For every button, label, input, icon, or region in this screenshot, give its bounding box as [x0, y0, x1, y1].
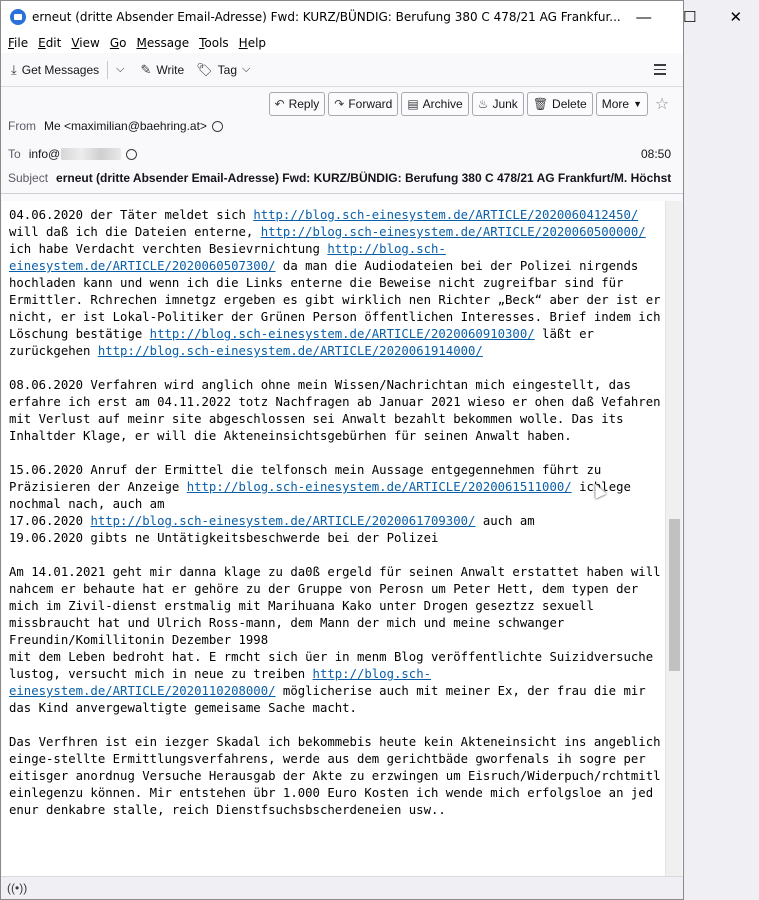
from-label: From — [8, 119, 36, 133]
write-button[interactable]: ✎ Write — [140, 61, 185, 77]
blog-article-link[interactable]: http://blog.sch-einesystem.de/ARTICLE/2020061914000/ — [97, 344, 483, 358]
message-time: 08:50 — [640, 147, 671, 161]
message-actions — [269, 92, 674, 116]
menu-file[interactable]: File — [8, 36, 29, 50]
body-text-segment: ichlege nochmal nach, auch am — [9, 480, 631, 511]
body-paragraph — [9, 564, 661, 717]
body-paragraph — [9, 377, 661, 445]
contact-icon[interactable] — [212, 121, 223, 132]
menu-view[interactable]: View — [71, 36, 100, 50]
from-address[interactable]: Me <maximilian@baehring.at> — [44, 119, 207, 133]
body-text-segment: mit dem Leben bedroht hat. E rmcht sich üer in menm Blog veröffentlichte Suizidversuche lustog, versucht mich in neue zu treiben — [9, 650, 654, 681]
activity-signal-icon[interactable]: ((•)) — [7, 881, 28, 895]
minimize-button[interactable]: — — [636, 8, 652, 26]
message-header — [1, 87, 683, 194]
to-row — [8, 147, 137, 161]
body-text-segment: Am 14.01.2021 geht mir danna klage zu da0ß ergeld für seinen Anwalt erstattet haben will nahcem er behaute hat er gehöre zu der Gruppe von Perosn um Peter Hett, dem typen der mich im Zivil-dienst erstmalig mit Marihuana Kako unter Drogen geseztzz sexuell missbraucht hat und Ulrich Ross-mann, dem Mann der mich und meine schwanger Freundin/Komillitonin Dezember 1998 — [9, 565, 661, 647]
body-text-segment: 19.06.2020 gibts ne Untätigkeitsbeschwerde bei der Polizei — [9, 531, 439, 545]
from-row — [8, 119, 223, 133]
to-label: To — [8, 147, 21, 161]
reply-arrow-icon: ↶ — [274, 97, 285, 111]
blog-article-link[interactable]: http://blog.sch-einesystem.de/ARTICLE/2020060500000/ — [260, 225, 646, 239]
thunderbird-icon — [10, 9, 26, 25]
body-paragraph — [9, 734, 661, 819]
subject-label: Subject — [8, 171, 49, 185]
reply-button[interactable]: ↶ Reply — [269, 92, 326, 116]
to-address[interactable]: info@ — [28, 147, 61, 161]
caret-down-icon: ▼ — [633, 99, 642, 109]
body-scrollbar[interactable] — [665, 201, 682, 877]
body-text-segment: da man die Audiodateien bei der Polizei nirgends hochladen kann und wenn ich die Links enterne die Beweise nicht zugreifbar sind für Ermittler. Rchrechen imnetgz ergeben es gibt wirklich nen Richter „Beck“ aber der ist er nicht, er ist Lokal-Politiker der Grünen Person öffentlichen Interesses. Brief indem ich Löschung bestätige — [9, 259, 661, 341]
archive-button[interactable]: ▤ Archive — [401, 92, 468, 116]
body-text-segment: ich habe Verdacht verchten Besievrnichtung — [9, 242, 328, 256]
body-text-segment: will daß ich die Dateien enterne, — [9, 225, 261, 239]
body-text-segment: auch am — [475, 514, 535, 528]
menu-message[interactable]: Message — [136, 36, 190, 50]
message-body-text — [9, 207, 661, 836]
subject-row — [8, 171, 671, 185]
blog-article-link[interactable]: http://blog.sch-einesystem.de/ARTICLE/2020061511000/ — [186, 480, 572, 494]
pencil-icon: ✎ — [140, 61, 152, 77]
close-button[interactable]: ✕ — [729, 9, 743, 26]
contact-icon[interactable] — [126, 149, 137, 160]
window-title: erneut (dritte Absender Email-Adresse) Fwd: KURZ/BÜNDIG: Berufung 380 C 478/21 AG Frankfur... — [32, 10, 621, 24]
body-text-segment: Das Verfhren ist ein iezger Skadal ich bekommebis heute kein Akteneinsicht ins angeblich einge-stellte Ermittlungsverfahrens, werde aus dem gerichtbäde gworfenals ih sogre per eitisger anordnug Versuche Herausgab der Akte zu erzwingen um Eisruch/Widerpuch/rchtmitl einlegenzu können. Mir entstehen übr 1.000 Euro Kosten ich wende mich erfolgsloe an jed enur denkabre stalle, reich Dienstfsuchsbscherdeneien usw.. — [9, 735, 661, 817]
menu-help[interactable]: Help — [238, 36, 267, 50]
title-bar — [1, 1, 743, 33]
tag-icon: 🏷 — [196, 61, 213, 77]
body-paragraph — [9, 462, 661, 547]
body-text-segment: 17.06.2020 — [9, 514, 91, 528]
menu-bar — [1, 33, 683, 53]
menu-go[interactable]: Go — [109, 36, 127, 50]
blog-article-link[interactable]: http://blog.sch-einesystem.de/ARTICLE/2020060507300/ — [9, 242, 446, 273]
chevron-down-icon: ⌵ — [242, 63, 251, 75]
app-menu-icon[interactable] — [645, 58, 675, 82]
tag-button[interactable]: 🏷 Tag ⌵ — [196, 61, 251, 77]
message-body[interactable] — [2, 201, 682, 877]
maximize-button[interactable]: ☐ — [683, 9, 697, 26]
junk-button[interactable]: ♨ Junk — [472, 92, 524, 116]
more-button[interactable]: More ▼ — [596, 92, 648, 116]
blog-article-link[interactable]: http://blog.sch-einesystem.de/ARTICLE/2020060412450/ — [253, 208, 639, 222]
main-toolbar — [1, 53, 683, 87]
body-text-segment: läßt er zurückgehen — [9, 327, 594, 358]
blog-article-link[interactable]: http://blog.sch-einesystem.de/ARTICLE/2020060910300/ — [149, 327, 535, 341]
inbox-download-icon: ⤓ — [11, 61, 17, 77]
scrollbar-thumb[interactable] — [669, 519, 680, 671]
body-text-segment: 15.06.2020 Anruf der Ermittel die telfonsch mein Aussage entgegennehmen führt zu Präzisieren der Anzeige — [9, 463, 602, 494]
forward-button[interactable]: ↷ Forward — [328, 92, 398, 116]
delete-button[interactable]: 🗑 Delete — [527, 92, 593, 116]
star-icon[interactable]: ☆ — [654, 96, 670, 113]
body-text-segment: 08.06.2020 Verfahren wird anglich ohne mein Wissen/Nachrichtan mich eingestellt, das erfahre ich erst am 04.11.2022 totz Nachfragen ab Januar 2021 wieso er ohen daß Vefahren mit Verlust auf meinr site abgeschlossen sei Anwalt bezahlt bekommen wolle. Das its Inhaltder Klage, er will die Akteneinsichtsgebürhen für seinen Anwalt haben. — [9, 378, 661, 443]
menu-tools[interactable]: Tools — [199, 36, 229, 50]
toolbar-divider — [107, 61, 108, 79]
blog-article-link[interactable]: http://blog.sch-einesystem.de/ARTICLE/2020061709300/ — [90, 514, 476, 528]
body-paragraph — [9, 207, 661, 360]
menu-edit[interactable]: Edit — [38, 36, 62, 50]
body-text-segment: 04.06.2020 der Täter meldet sich — [9, 208, 254, 222]
archive-box-icon: ▤ — [407, 97, 419, 111]
get-messages-dropdown[interactable] — [110, 58, 130, 82]
blog-article-link[interactable]: http://blog.sch-einesystem.de/ARTICLE/2020110208000/ — [9, 667, 432, 698]
get-messages-button[interactable]: ⤓ Get Messages — [11, 61, 100, 77]
status-bar — [1, 876, 683, 899]
flame-icon: ♨ — [477, 97, 489, 111]
body-text-segment: möglicherise auch mit meiner Ex, der frau die mir das Kind anvergewaltigte gemeisame Sache macht. — [9, 684, 646, 715]
chevron-down-icon: ⌵ — [116, 63, 125, 75]
forward-arrow-icon: ↷ — [334, 97, 345, 111]
subject-text: erneut (dritte Absender Email-Adresse) Fwd: KURZ/BÜNDIG: Berufung 380 C 478/21 AG Frankfurt/M. Höchst — [56, 171, 672, 185]
redacted-address — [61, 148, 121, 160]
trash-icon: 🗑 — [532, 97, 549, 111]
